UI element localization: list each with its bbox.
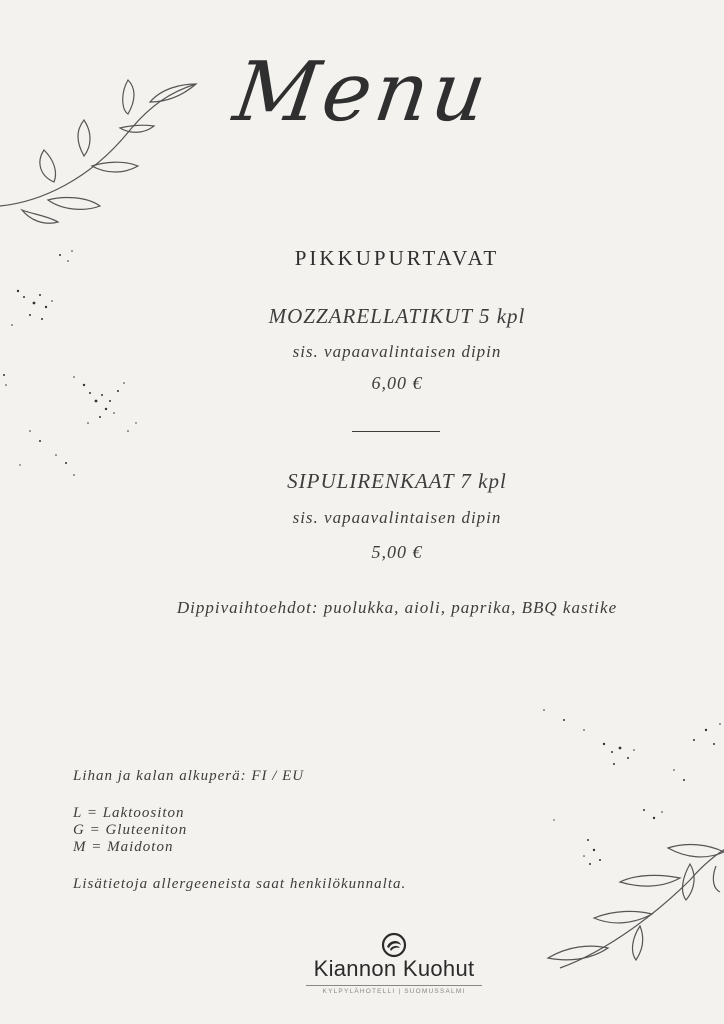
item-price: 5,00 €	[371, 542, 423, 562]
item-name: MOZZARELLATIKUT 5 kpl	[268, 304, 526, 328]
logo-tagline: KYLPYLÄHOTELLI | SUOMUSSALMI	[322, 988, 466, 995]
origin-note: Lihan ja kalan alkuperä: FI / EU	[73, 768, 305, 784]
item-description: sis. vapaavalintaisen dipin	[292, 342, 502, 361]
swirl-logo-icon	[381, 932, 407, 958]
legend-line: M = Maidoton	[73, 839, 174, 855]
legend-line: G = Gluteeniton	[73, 822, 188, 838]
item-name: SIPULIRENKAAT 7 kpl	[287, 469, 507, 493]
menu-title: Menu	[228, 45, 496, 140]
item-description: sis. vapaavalintaisen dipin	[292, 508, 502, 527]
section-heading: PIKKUPURTAVAT	[294, 246, 500, 270]
dip-options: Dippivaihtoehdot: puolukka, aioli, paprika, BBQ kastike	[176, 598, 618, 617]
leaf-branch-bottom-right	[540, 830, 724, 990]
logo-name: Kiannon Kuohut	[313, 956, 475, 981]
logo-divider	[306, 985, 482, 986]
allergy-note: Lisätietoja allergeeneista saat henkilökunnalta.	[73, 876, 407, 892]
item-price: 6,00 €	[371, 373, 423, 393]
item-divider	[352, 431, 440, 432]
legend-line: L = Laktoositon	[73, 805, 185, 821]
hotel-logo	[304, 932, 484, 1004]
